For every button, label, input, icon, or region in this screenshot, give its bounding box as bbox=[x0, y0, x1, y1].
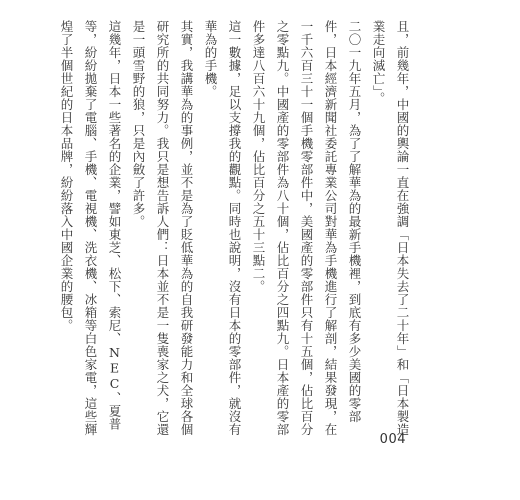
page-number: 004 bbox=[379, 432, 406, 447]
paragraph-1: 且，前幾年，中國的輿論一直在強調「日本失去了二十年」和「日本製造業走向滅亡」。 bbox=[371, 20, 410, 436]
paragraph-5: 這幾年，日本一些著名的企業，譬如東芝、松下、索尼、NEC、夏普等，紛紛拋棄了電腦、手機、電視機、洗衣機、冰箱等白色家電，這些輝煌了半個世紀的日本品牌，紛紛落入中國企業的腰包。 bbox=[59, 20, 122, 436]
paragraph-2: 二〇一九年五月，為了了解華為的最新手機裡，到底有多少美國的零部件，日本經濟新聞社委託專業公司對華為手機進行了解剖，結果發現，在一千六百三十一個手機零部件中，美國產的零部件只有十五個，佔比百分之零點九。中國產的零部件為八十個，佔比百分之四點九。日本產的零部件多達八百六十九個，佔比百分之五十三點二。 bbox=[251, 20, 362, 436]
vertical-text-body bbox=[59, 20, 414, 440]
paragraph-4: 其實，我講華為的事例，並不是為了貶低華為的自我研發能力和全球各個研究所的共同努力。我只是想告訴人們：日本並不是一隻喪家之犬，它還是一頭雪野的狼，只是內斂了許多。 bbox=[131, 20, 194, 436]
paragraph-3: 這一數據，足以支撐我的觀點。同時也說明，沒有日本的零部件，就沒有華為的手機。 bbox=[203, 20, 242, 436]
